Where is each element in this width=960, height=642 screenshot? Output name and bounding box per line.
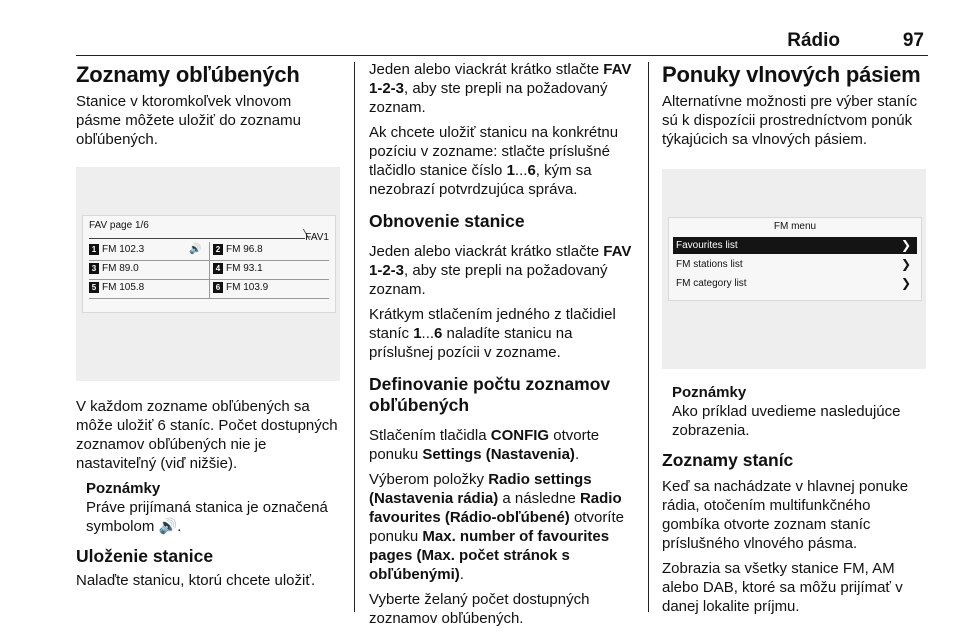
fav-entry: [213, 282, 268, 293]
text: ...: [421, 325, 435, 342]
button-ref: 6: [434, 325, 443, 342]
menu-ref: Settings (Nastavenia): [422, 446, 575, 463]
text: .: [459, 566, 464, 583]
heading-station-lists: Zoznamy staníc: [662, 450, 794, 470]
note-body: Práve prijímaná stanica je označená symbolom: [86, 499, 328, 535]
heading-recall-station: Obnovenie stanice: [369, 211, 525, 231]
note-text: [86, 498, 340, 536]
note: [86, 479, 340, 536]
note-title: Poznámky: [672, 384, 747, 401]
paragraph: Nalaďte stanicu, ktorú chcete uložiť.: [76, 572, 316, 589]
fav-entry: [213, 244, 263, 255]
preset-badge: 5: [89, 282, 99, 293]
fm-menu-item-label: FM stations list: [676, 259, 743, 270]
text: Výberom položky: [369, 471, 489, 488]
preset-badge: 3: [89, 263, 99, 274]
paragraph: [369, 305, 637, 362]
chevron-right-icon: ❯: [900, 257, 911, 271]
button-ref: FAV 1-2-3: [369, 61, 632, 97]
section-title: Rádio: [787, 30, 840, 51]
text: , aby ste prepli na požadovaný zoznam.: [369, 262, 608, 298]
heading-store-station: Uloženie stanice: [76, 546, 214, 566]
fm-menu-title: FM menu: [773, 221, 817, 232]
page-header: [76, 30, 926, 54]
fav-entry: [89, 244, 144, 255]
text: otvoríte ponuku: [369, 509, 624, 545]
page-number: 97: [902, 30, 924, 51]
speaker-icon: 🔊: [158, 518, 178, 535]
fav-display: [82, 215, 336, 313]
text: Krátkym stlačením jedného z tlačidiel staníc: [369, 306, 616, 342]
fav-page-title: FAV page 1/6: [89, 220, 149, 231]
fav-entry: [89, 282, 144, 293]
station-label: FM 93.1: [226, 263, 263, 274]
paragraph: V každom zozname obľúbených sa môže uložiť 6 staníc. Počet dostupných zoznamov obľúbených nie je nastaviteľný (viď nižšie).: [76, 398, 338, 472]
preset-badge: 4: [213, 263, 223, 274]
note-title: Poznámky: [86, 480, 161, 497]
intro-paragraph: Alternatívne možnosti pre výber staníc sú k dispozícii prostredníctvom ponúk týkajúcich sa vlnových pásiem.: [662, 93, 918, 148]
intro-paragraph: Stanice v ktoromkoľvek vlnovom pásme môžete uložiť do zoznamu obľúbených.: [76, 93, 301, 148]
fm-menu-figure: [662, 169, 926, 369]
button-ref: 1: [506, 162, 515, 179]
header-divider: [76, 55, 928, 56]
fav-grid: [89, 242, 329, 299]
column-1: [76, 60, 340, 596]
text: Jeden alebo viackrát krátko stlačte: [369, 243, 604, 260]
fav-row: [89, 280, 329, 299]
fav-tab-label: FAV1: [305, 232, 329, 243]
button-ref: 6: [527, 162, 536, 179]
fav-row: [89, 261, 329, 280]
cell-separator: [209, 242, 210, 260]
fm-menu-item: [673, 256, 917, 273]
text: otvorte ponuku: [369, 427, 600, 463]
fav-entry: [89, 263, 139, 274]
text: Jeden alebo viackrát krátko stlačte: [369, 61, 604, 78]
heading-favourites-lists: Zoznamy obľúbených: [76, 62, 300, 87]
fm-menu-item: [673, 237, 917, 254]
preset-badge: 6: [213, 282, 223, 293]
station-label: FM 89.0: [102, 263, 139, 274]
text: , kým sa nezobrazí potvrdzujúca správa.: [369, 162, 592, 198]
button-ref: CONFIG: [490, 427, 550, 444]
menu-ref: Radio favourites (Rádio-obľúbené): [369, 490, 622, 526]
paragraph: Keď sa nachádzate v hlavnej ponuke rádia, otočením multifunkčného gombíka otvorte zoznam staníc príslušného vlnového pásma.: [662, 478, 909, 552]
column-2: [369, 60, 637, 634]
fm-menu-item-label: Favourites list: [676, 240, 738, 251]
fav-row: [89, 242, 329, 261]
note-end: .: [177, 518, 182, 535]
fav-screen-figure: [76, 167, 340, 381]
chevron-right-icon: ❯: [900, 238, 911, 252]
column-divider: [648, 62, 649, 612]
station-label: FM 96.8: [226, 244, 263, 255]
text: Ak chcete uložiť stanicu na konkrétnu pozíciu v zozname: stlačte príslušné tlačidlo stanice číslo: [369, 124, 619, 179]
station-label: FM 102.3: [102, 244, 145, 255]
cell-separator: [209, 261, 210, 279]
text: a následne: [498, 490, 580, 507]
station-label: FM 105.8: [102, 282, 145, 293]
note: [672, 383, 930, 440]
paragraph: [369, 426, 637, 464]
fm-menu-display: [668, 217, 922, 301]
button-ref: FAV 1-2-3: [369, 243, 632, 279]
fav-entry: [213, 263, 263, 274]
paragraph: [369, 123, 637, 199]
fm-menu-item: [673, 275, 917, 292]
text: ...: [514, 162, 528, 179]
column-3: [662, 60, 930, 622]
column-divider: [354, 62, 355, 612]
paragraph: [369, 470, 637, 584]
button-ref: 1: [413, 325, 422, 342]
station-label: FM 103.9: [226, 282, 269, 293]
text: Stlačením tlačidla: [369, 427, 491, 444]
note-text: Ako príklad uvedieme nasledujúce zobrazenia.: [672, 403, 901, 439]
paragraph: [369, 242, 637, 299]
text: naladíte stanicu na príslušnej pozícii v zozname.: [369, 325, 573, 361]
menu-ref: Max. number of favourites pages (Max. počet stránok s obľúbenými): [369, 528, 610, 583]
menu-ref: Radio settings (Nastavenia rádia): [369, 471, 592, 507]
text: .: [574, 446, 580, 463]
cell-separator: [209, 280, 210, 298]
fav-tab-line: [89, 238, 305, 239]
preset-badge: 1: [89, 244, 99, 255]
speaker-icon: 🔊: [189, 244, 202, 255]
heading-define-number: Definovanie počtu zoznamov obľúbených: [369, 374, 611, 415]
fm-menu-item-label: FM category list: [676, 278, 747, 289]
paragraph: Zobrazia sa všetky stanice FM, AM alebo DAB, ktoré sa môžu prijímať v danej lokalite príjmu.: [662, 560, 903, 615]
text: , aby ste prepli na požadovaný zoznam.: [369, 80, 608, 116]
paragraph: Vyberte želaný počet dostupných zoznamov obľúbených.: [369, 591, 590, 627]
heading-waveband-menus: Ponuky vlnových pásiem: [662, 62, 921, 87]
paragraph: [369, 60, 637, 117]
preset-badge: 2: [213, 244, 223, 255]
chevron-right-icon: ❯: [900, 276, 911, 290]
